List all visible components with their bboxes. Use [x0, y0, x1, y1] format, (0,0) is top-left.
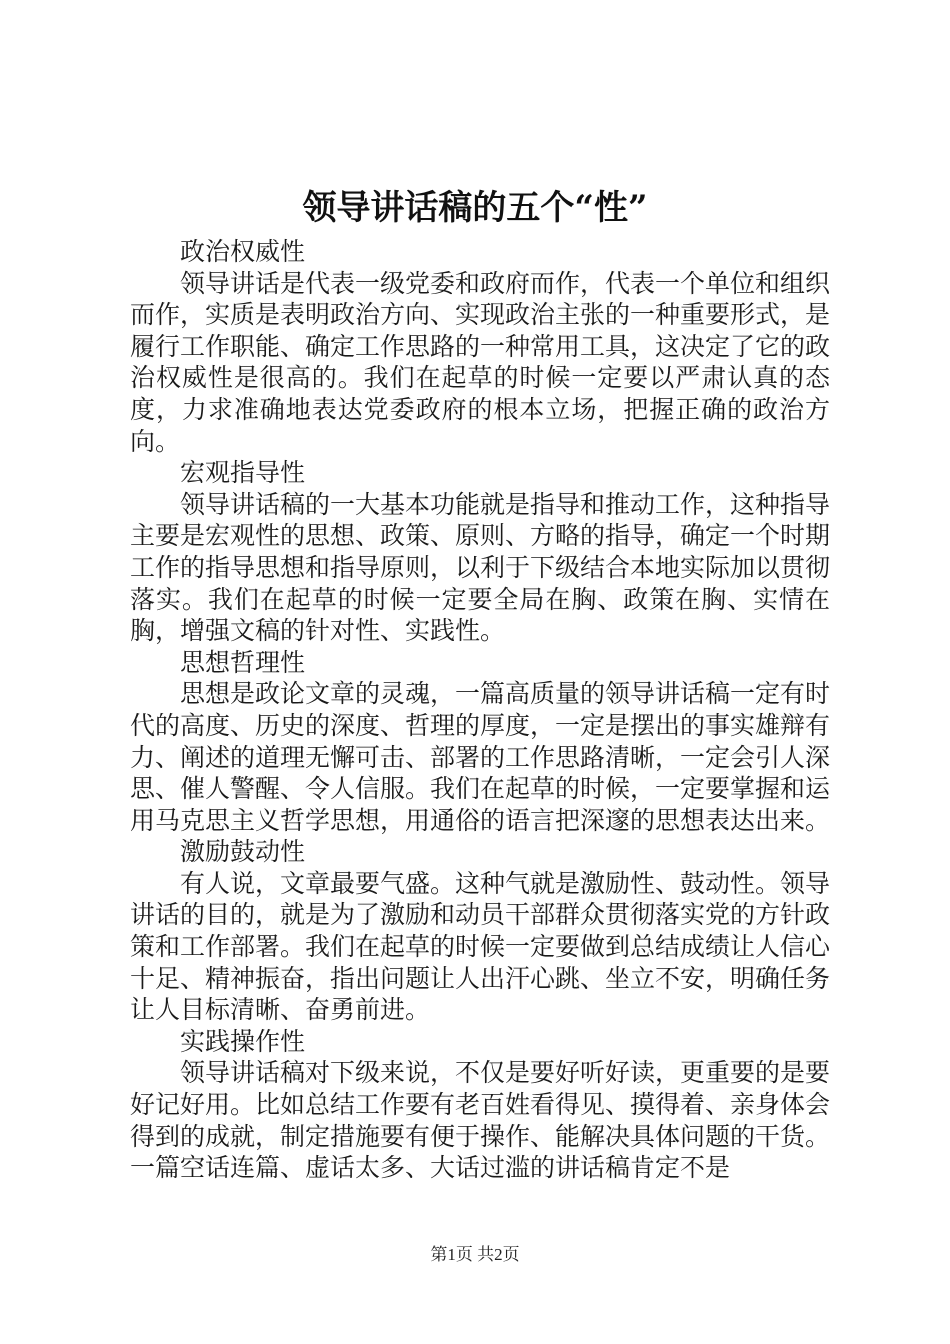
section-paragraph-political-authority: 领导讲话是代表一级党委和政府而作，代表一个单位和组织而作，实质是表明政治方向、实现政治主张的一种重要形式，是履行工作职能、确定工作思路的一种常用工具，这决定了它的政治权威性是很高的。我们在起草的时候一定要以严肃认真的态度，力求准确地表达党委政府的根本立场，把握正确的政治方向。: [130, 268, 831, 456]
section-heading-practical-operability: 实践操作性: [180, 1026, 306, 1056]
section-heading-philosophical-thought: 思想哲理性: [180, 647, 306, 677]
section-heading-motivational-appeal: 激励鼓动性: [180, 837, 306, 867]
section-heading-macro-guidance: 宏观指导性: [180, 458, 306, 488]
section-paragraph-philosophical-thought: 思想是政论文章的灵魂，一篇高质量的领导讲话稿一定有时代的高度、历史的深度、哲理的厚度，一定是摆出的事实雄辩有力、阐述的道理无懈可击、部署的工作思路清晰，一定会引人深思、催人警醒、令人信服。我们在起草的时候，一定要掌握和运用马克思主义哲学思想，用通俗的语言把深邃的思想表达出来。: [130, 679, 831, 835]
section-paragraph-macro-guidance: 领导讲话稿的一大基本功能就是指导和推动工作，这种指导主要是宏观性的思想、政策、原则、方略的指导，确定一个时期工作的指导思想和指导原则，以利于下级结合本地实际加以贯彻落实。我们在起草的时候一定要全局在胸、政策在胸、实情在胸，增强文稿的针对性、实践性。: [130, 489, 831, 646]
section-heading-political-authority: 政治权威性: [180, 237, 306, 266]
document-body: [130, 236, 830, 1184]
document-title: 领导讲话稿的五个“性”: [302, 188, 648, 228]
section-paragraph-practical-operability: 领导讲话稿对下级来说，不仅是要好听好读，更重要的是要好记好用。比如总结工作要有老百姓看得见、摸得着、亲身体会得到的成就，制定措施要有便于操作、能解决具体问题的干货。一篇空话连篇、虚话太多、大话过滥的讲话稿肯定不是: [130, 1058, 831, 1183]
page-number-footer: 第1页 共2页: [430, 1245, 520, 1264]
section-paragraph-motivational-appeal: 有人说，文章最要气盛。这种气就是激励性、鼓动性。领导讲话的目的，就是为了激励和动员干部群众贯彻落实党的方针政策和工作部署。我们在起草的时候一定要做到总结成绩让人信心十足、精神振奋，指出问题让人出汗心跳、坐立不安，明确任务让人目标清晰、奋勇前进。: [130, 868, 831, 1025]
